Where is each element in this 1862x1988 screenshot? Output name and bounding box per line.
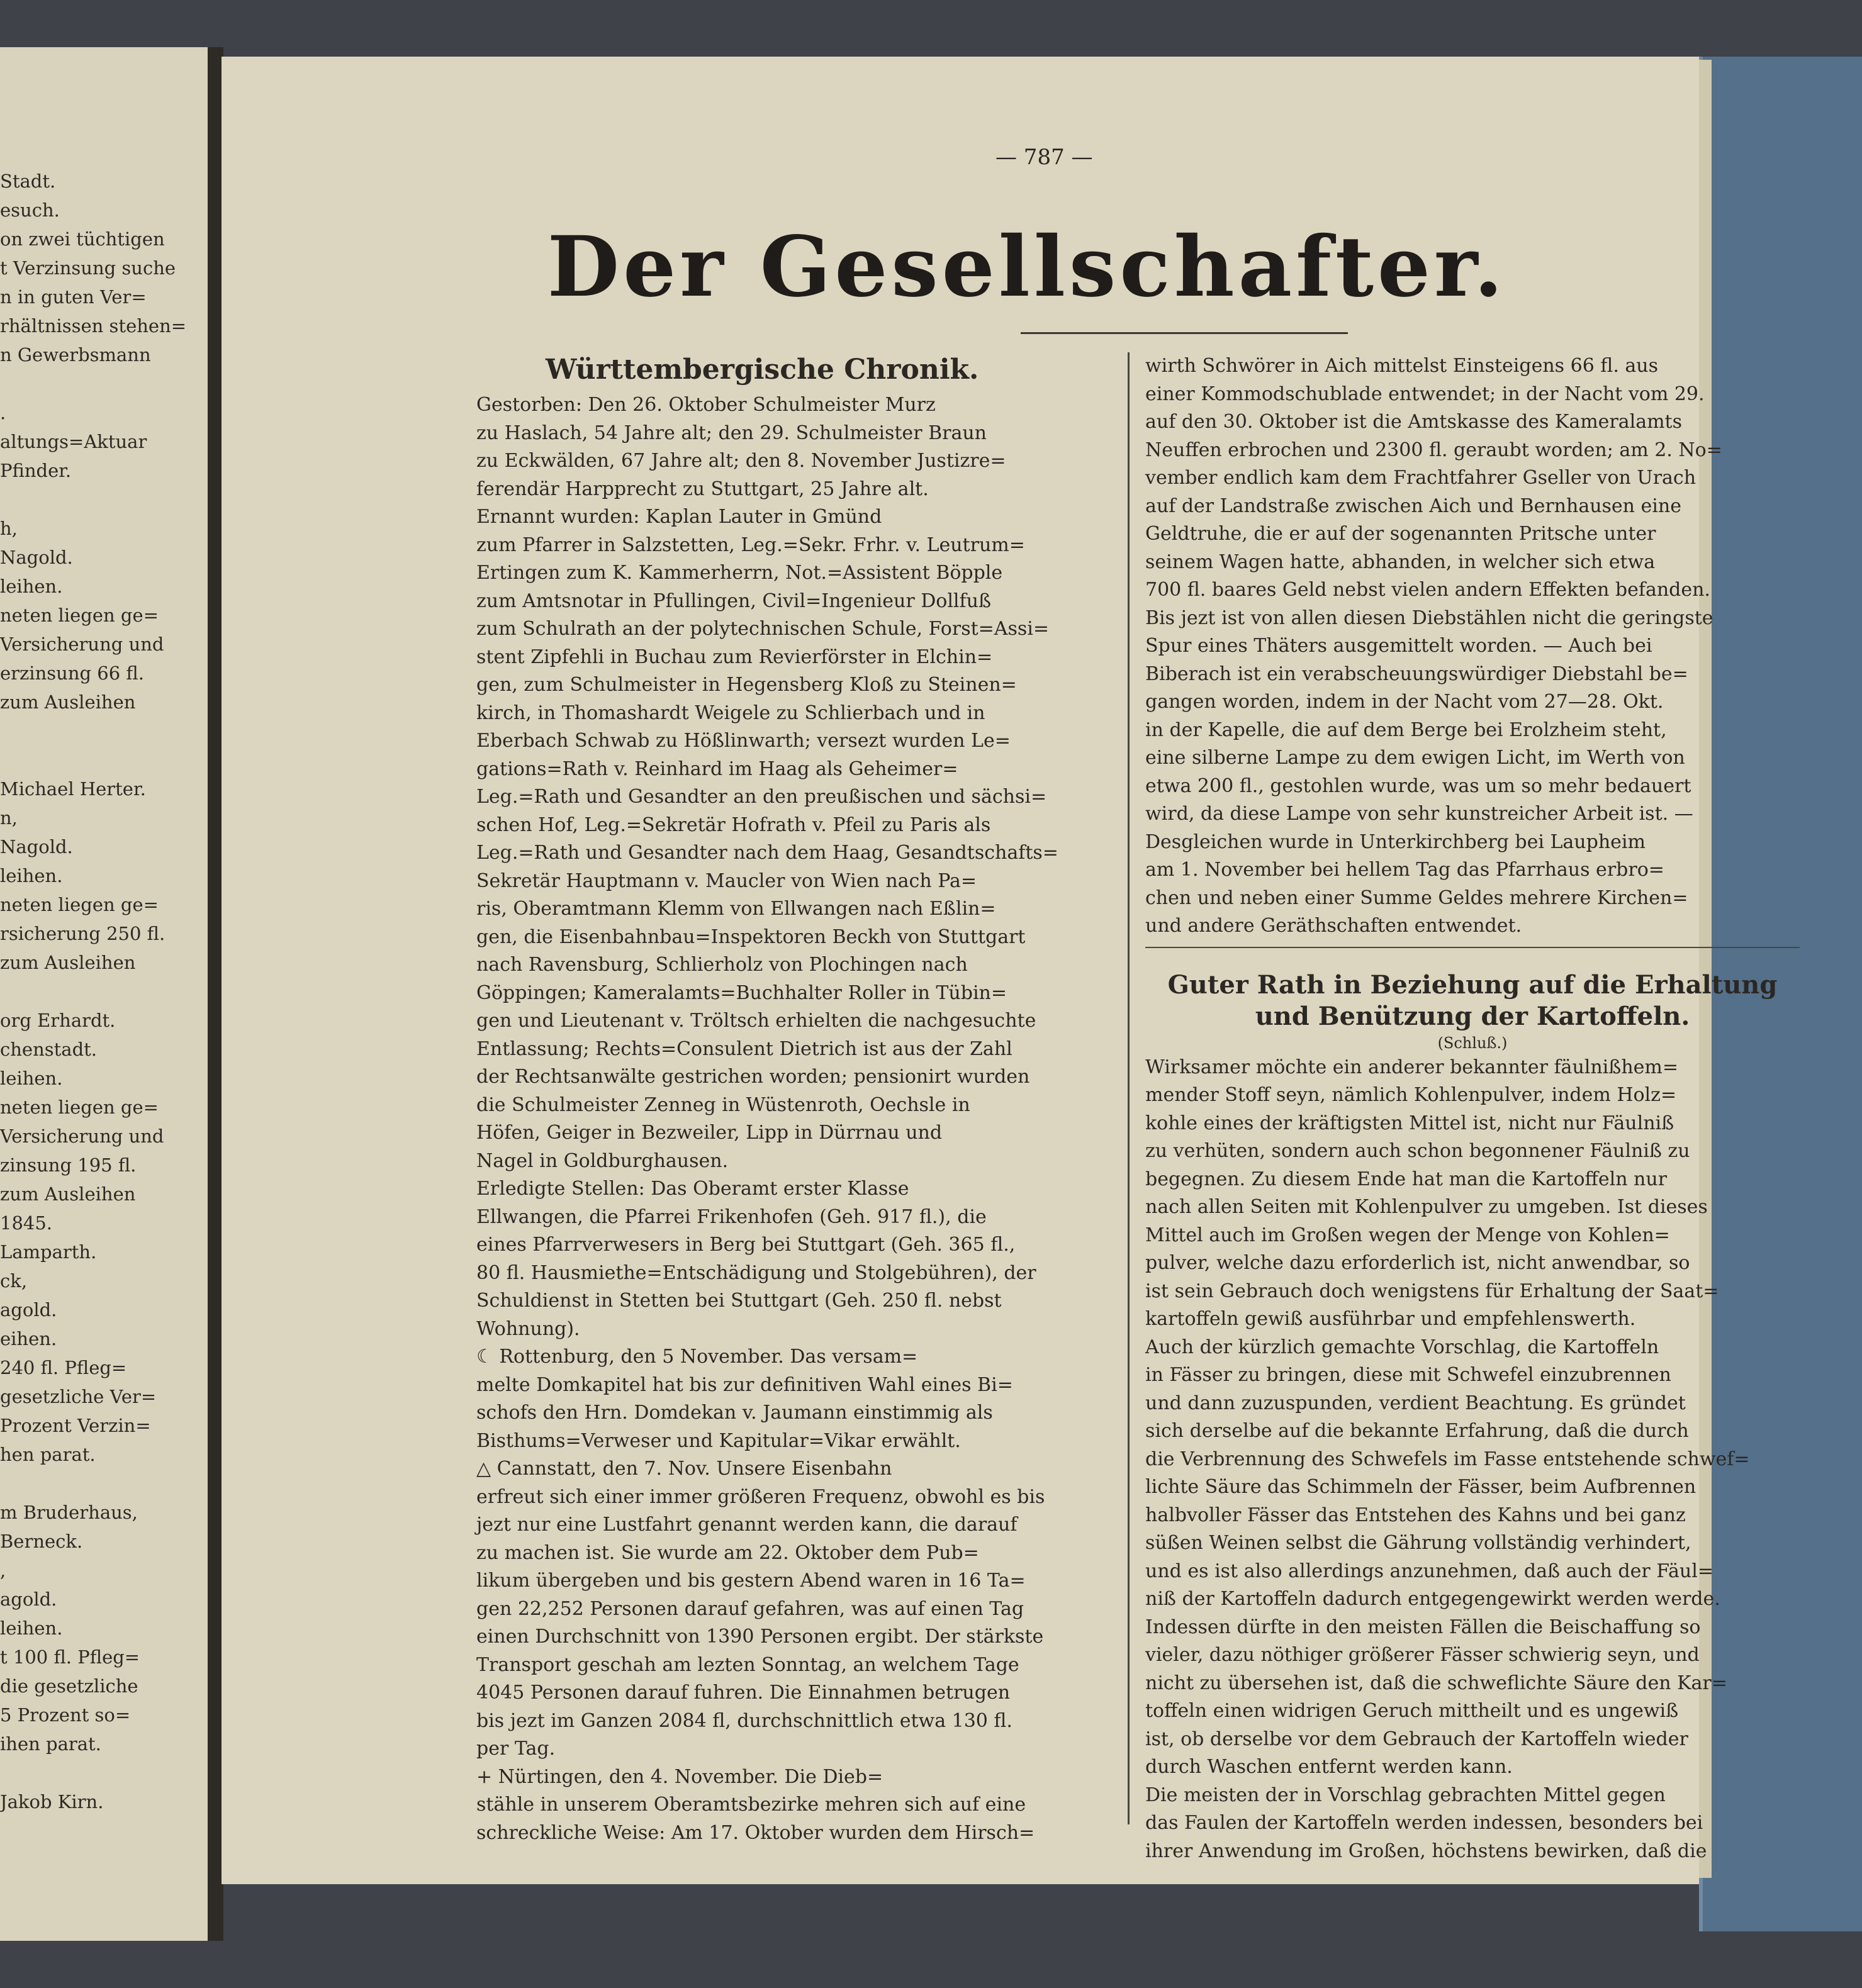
left-page-line: gesetzliche Ver=	[0, 1386, 157, 1407]
text-line: chen und neben einer Summe Geldes mehrere Kirchen=	[1145, 886, 1688, 909]
left-page-line: n Gewerbsmann	[0, 344, 151, 366]
text-line: in Fässer zu bringen, diese mit Schwefel einzubrennen	[1145, 1364, 1671, 1386]
left-page-line: leihen.	[0, 865, 63, 886]
left-page-line: org Erhardt.	[0, 1010, 116, 1031]
left-page-line: Stadt.	[0, 170, 56, 192]
text-line: Bisthums=Verweser und Kapitular=Vikar erwählt.	[476, 1429, 961, 1452]
text-line: auf den 30. Oktober ist die Amtskasse des Kameralamts	[1145, 411, 1683, 433]
text-line: pulver, welche dazu erforderlich ist, nicht anwendbar, so	[1145, 1252, 1690, 1274]
text-line: eine silberne Lampe zu dem ewigen Licht, im Werth von	[1145, 747, 1685, 769]
text-line: in der Kapelle, die auf dem Berge bei Erolzheim steht,	[1145, 718, 1667, 741]
left-page-line: zinsung 195 fl.	[0, 1154, 137, 1176]
text-line: Ertingen zum K. Kammerherrn, Not.=Assistent Böpple	[476, 562, 1003, 584]
left-page-line: zum Ausleihen	[0, 1183, 136, 1205]
left-page-line: .	[0, 402, 6, 423]
article-separator	[1145, 947, 1800, 948]
left-page-line: rhältnissen stehen=	[0, 315, 187, 337]
left-page-line: Nagold.	[0, 547, 73, 568]
left-page-line: agold.	[0, 1589, 57, 1610]
text-line: Erledigte Stellen: Das Oberamt erster Klasse	[476, 1178, 909, 1200]
text-line: und dann zuzuspunden, verdient Beachtung. Es gründet	[1145, 1392, 1686, 1414]
text-line: △ Cannstatt, den 7. Nov. Unsere Eisenbahn	[476, 1458, 892, 1480]
text-line: schreckliche Weise: Am 17. Oktober wurden dem Hirsch=	[476, 1821, 1035, 1844]
text-line: kartoffeln gewiß ausführbar und empfehlenswerth.	[1145, 1308, 1636, 1330]
text-line: mender Stoff seyn, nämlich Kohlenpulver, indem Holz=	[1145, 1084, 1677, 1106]
text-line: nach Ravensburg, Schlierholz von Plochingen nach	[476, 954, 968, 976]
text-line: gen 22,252 Personen darauf gefahren, was auf einen Tag	[476, 1597, 1024, 1620]
text-line: Eberbach Schwab zu Hößlinwarth; versezt wurden Le=	[476, 730, 1011, 752]
left-page-line: Versicherung und	[0, 634, 164, 655]
text-line: Leg.=Rath und Gesandter an den preußischen und sächsi=	[476, 786, 1047, 808]
text-line: + Nürtingen, den 4. November. Die Dieb=	[476, 1765, 883, 1788]
text-line: Auch der kürzlich gemachte Vorschlag, die Kartoffeln	[1145, 1336, 1659, 1358]
left-page-line: leihen.	[0, 1617, 63, 1639]
text-line: einer Kommodschublade entwendet; in der Nacht vom 29.	[1145, 383, 1705, 405]
text-line: einen Durchschnitt von 1390 Personen ergibt. Der stärkste	[476, 1626, 1044, 1648]
text-line: begegnen. Zu diesem Ende hat man die Kartoffeln nur	[1145, 1168, 1668, 1190]
text-line: wird, da diese Lampe von sehr kunstreicher Arbeit ist. —	[1145, 803, 1693, 825]
text-line: erfreut sich einer immer größeren Frequenz, obwohl es bis	[476, 1485, 1045, 1508]
text-line: 4045 Personen darauf fuhren. Die Einnahmen betrugen	[476, 1682, 1011, 1704]
text-line: Biberach ist ein verabscheuungswürdiger Diebstahl be=	[1145, 662, 1688, 685]
text-line: zu machen ist. Sie wurde am 22. Oktober dem Pub=	[476, 1541, 979, 1564]
left-page-line: Jakob Kirn.	[0, 1791, 104, 1812]
text-line: gangen worden, indem in der Nacht vom 27—28. Okt.	[1145, 691, 1664, 713]
left-page-line: on zwei tüchtigen	[0, 228, 165, 250]
left-page-line: Versicherung und	[0, 1125, 164, 1147]
text-line: das Faulen der Kartoffeln werden indessen, besonders bei	[1145, 1812, 1703, 1834]
left-page-line: esuch.	[0, 199, 60, 221]
text-line: jezt nur eine Lustfahrt genannt werden kann, die darauf	[476, 1514, 1018, 1536]
text-line: lichte Säure das Schimmeln der Fässer, beim Aufbrennen	[1145, 1476, 1697, 1498]
text-line: vember endlich kam dem Frachtfahrer Gseller von Urach	[1145, 467, 1697, 489]
text-line: Transport geschah am lezten Sonntag, an welchem Tage	[476, 1653, 1019, 1676]
left-page-line: m Bruderhaus,	[0, 1502, 138, 1523]
text-line: auf der Landstraße zwischen Aich und Bernhausen eine	[1145, 494, 1681, 517]
left-page-line: Nagold.	[0, 836, 73, 857]
text-line: gations=Rath v. Reinhard im Haag als Geheimer=	[476, 757, 958, 780]
text-line: die Verbrennung des Schwefels im Fasse entstehende schwef=	[1145, 1448, 1750, 1470]
text-line: 700 fl. baares Geld nebst vielen andern Effekten befanden.	[1145, 579, 1710, 601]
text-line: Leg.=Rath und Gesandter nach dem Haag, Gesandtschafts=	[476, 842, 1058, 864]
text-line: ist, ob derselbe vor dem Gebrauch der Kartoffeln wieder	[1145, 1728, 1688, 1750]
left-page	[0, 47, 217, 1941]
left-page-line: neten liegen ge=	[0, 605, 159, 626]
left-page-line: 1845.	[0, 1212, 53, 1234]
left-page-text	[0, 167, 208, 1816]
text-line: etwa 200 fl., gestohlen wurde, was um so mehr bedauert	[1145, 774, 1691, 797]
text-line: durch Waschen entfernt werden kann.	[1145, 1756, 1513, 1778]
text-line: Schuldienst in Stetten bei Stuttgart (Geh. 250 fl. nebst	[476, 1290, 1002, 1312]
left-page-line: Berneck.	[0, 1531, 83, 1552]
text-line: gen und Lieutenant v. Tröltsch erhielten die nachgesuchte	[476, 1010, 1036, 1032]
right-page	[222, 57, 1778, 1884]
text-line: stent Zipfehli in Buchau zum Revierförster in Elchin=	[476, 645, 993, 668]
text-line: Ernannt wurden: Kaplan Lauter in Gmünd	[476, 506, 882, 528]
text-line: Mittel auch im Großen wegen der Menge von Kohlen=	[1145, 1224, 1670, 1246]
right-column	[1145, 352, 1800, 1865]
text-line: nach allen Seiten mit Kohlenpulver zu umgeben. Ist dieses	[1145, 1196, 1708, 1218]
text-line: bis jezt im Ganzen 2084 fl, durchschnittlich etwa 130 fl.	[476, 1709, 1012, 1732]
left-page-line: ck,	[0, 1270, 28, 1292]
text-line: Gestorben: Den 26. Oktober Schulmeister Murz	[476, 394, 936, 416]
text-line: Spur eines Thäters ausgemittelt worden. — Auch bei	[1145, 635, 1652, 657]
text-line: wirth Schwörer in Aich mittelst Einsteigens 66 fl. aus	[1145, 355, 1658, 377]
left-page-line: rsicherung 250 fl.	[0, 923, 165, 944]
left-page-line: leihen.	[0, 1068, 63, 1089]
text-line: Entlassung; Rechts=Consulent Dietrich ist aus der Zahl	[476, 1037, 1012, 1060]
left-page-line	[0, 485, 208, 514]
article-heading-line-1: Guter Rath in Beziehung auf die Erhaltung	[1167, 969, 1778, 1000]
left-page-line: Michael Herter.	[0, 778, 146, 800]
text-line: kirch, in Thomashardt Weigele zu Schlierbach und in	[476, 701, 985, 724]
page-number: — 787 —	[995, 145, 1093, 170]
text-line: ris, Oberamtmann Klemm von Ellwangen nach Eßlin=	[476, 898, 996, 920]
text-line: Neuffen erbrochen und 2300 fl. geraubt worden; am 2. No=	[1145, 438, 1722, 461]
text-line: 80 fl. Hausmiethe=Entschädigung und Stolgebühren), der	[476, 1261, 1036, 1284]
text-line: ihrer Anwendung im Großen, höchstens bewirken, daß die	[1145, 1840, 1707, 1862]
left-page-line: ihen parat.	[0, 1733, 101, 1755]
left-page-line: Pfinder.	[0, 460, 72, 481]
text-line: kohle eines der kräftigsten Mittel ist, nicht nur Fäulniß	[1145, 1112, 1674, 1134]
text-line: melte Domkapitel hat bis zur definitiven Wahl eines Bi=	[476, 1373, 1013, 1396]
text-line: schen Hof, Leg.=Sekretär Hofrath v. Pfeil zu Paris als	[476, 813, 991, 836]
left-page-line: chenstadt.	[0, 1039, 98, 1060]
left-page-line: eihen.	[0, 1328, 57, 1349]
text-line: vieler, dazu nöthiger größerer Fässer schwierig seyn, und	[1145, 1644, 1700, 1666]
text-line: die Schulmeister Zenneg in Wüstenroth, Oechsle in	[476, 1093, 970, 1116]
left-page-line: leihen.	[0, 576, 63, 597]
left-page-line: erzinsung 66 fl.	[0, 662, 144, 684]
text-line: Göppingen; Kameralamts=Buchhalter Roller in Tübin=	[476, 981, 1007, 1004]
text-line: schofs den Hrn. Domdekan v. Jaumann einstimmig als	[476, 1402, 993, 1424]
article-heading-line-2: und Benützung der Kartoffeln.	[1255, 1001, 1690, 1031]
text-line: und es ist also allerdings anzunehmen, daß auch der Fäul=	[1145, 1560, 1713, 1582]
chronicle-heading: Württembergische Chronik.	[546, 354, 979, 386]
left-page-line: 240 fl. Pfleg=	[0, 1357, 127, 1378]
text-line: am 1. November bei hellem Tag das Pfarrhaus erbro=	[1145, 859, 1664, 881]
left-page-line: die gesetzliche	[0, 1675, 138, 1697]
left-column	[476, 352, 1121, 1847]
text-line: ☾ Rottenburg, den 5 November. Das versam=	[476, 1346, 918, 1368]
text-line: per Tag.	[476, 1738, 556, 1760]
left-page-line: zum Ausleihen	[0, 952, 136, 973]
text-line: und andere Geräthschaften entwendet.	[1145, 915, 1522, 937]
text-line: toffeln einen widrigen Geruch mittheilt und es ungewiß	[1145, 1700, 1679, 1722]
text-line: gen, zum Schulmeister in Hegensberg Kloß zu Steinen=	[476, 674, 1017, 696]
text-line: zum Pfarrer in Salzstetten, Leg.=Sekr. Frhr. v. Leutrum=	[476, 533, 1025, 556]
text-line: ist sein Gebrauch doch wenigstens für Erhaltung der Saat=	[1145, 1280, 1719, 1302]
text-line: sich derselbe auf die bekannte Erfahrung, daß die durch	[1145, 1420, 1689, 1442]
left-page-line: t Verzinsung suche	[0, 257, 176, 279]
text-line: Wirksamer möchte ein anderer bekannter fäulnißhem=	[1145, 1056, 1678, 1078]
column-divider	[1128, 352, 1130, 1824]
left-page-line	[0, 977, 208, 1006]
left-page-line	[0, 1469, 208, 1498]
left-page-line: agold.	[0, 1299, 57, 1321]
text-line: likum übergeben und bis gestern Abend waren in 16 Ta=	[476, 1570, 1026, 1592]
left-page-line: n,	[0, 807, 18, 829]
left-page-line: neten liegen ge=	[0, 1097, 159, 1118]
left-page-line: hen parat.	[0, 1444, 96, 1465]
text-line: stähle in unserem Oberamtsbezirke mehren sich auf eine	[476, 1794, 1026, 1816]
left-page-line: h,	[0, 518, 18, 539]
article-note: (Schluß.)	[1437, 1034, 1508, 1052]
text-line: Höfen, Geiger in Bezweiler, Lipp in Dürrnau und	[476, 1122, 943, 1144]
left-page-line: t 100 fl. Pfleg=	[0, 1646, 140, 1668]
text-line: zu verhüten, sondern auch schon begonnener Fäulniß zu	[1145, 1140, 1690, 1162]
left-page-line: zum Ausleihen	[0, 691, 136, 713]
text-line: Geldtruhe, die er auf der sogenannten Pritsche unter	[1145, 523, 1656, 545]
text-line: Die meisten der in Vorschlag gebrachten Mittel gegen	[1145, 1784, 1666, 1806]
text-line: Desgleichen wurde in Unterkirchberg bei Laupheim	[1145, 830, 1646, 853]
left-page-line: Lamparth.	[0, 1241, 97, 1263]
left-page-line: ,	[0, 1560, 6, 1581]
left-page-line	[0, 746, 208, 774]
newspaper-masthead: Der Gesellschafter.	[547, 218, 1507, 316]
text-line: zu Eckwälden, 67 Jahre alt; den 8. November Justizre=	[476, 450, 1006, 472]
text-line: Nagel in Goldburghausen.	[476, 1149, 729, 1172]
left-page-line	[0, 1758, 208, 1787]
text-line: zu Haslach, 54 Jahre alt; den 29. Schulmeister Braun	[476, 422, 987, 444]
text-line: Bis jezt ist von allen diesen Diebstählen nicht die geringste	[1145, 606, 1713, 629]
left-page-line: altungs=Aktuar	[0, 431, 147, 452]
text-line: ferendär Harpprecht zu Stuttgart, 25 Jahre alt.	[476, 477, 929, 500]
text-line: halbvoller Fässer das Entstehen des Kahns und bei ganz	[1145, 1504, 1686, 1526]
left-page-line: Prozent Verzin=	[0, 1415, 151, 1436]
text-line: eines Pfarrverwesers in Berg bei Stuttgart (Geh. 365 fl.,	[476, 1234, 1016, 1256]
text-line: Wohnung).	[476, 1317, 580, 1340]
text-line: Ellwangen, die Pfarrei Frikenhofen (Geh. 917 fl.), die	[476, 1205, 987, 1228]
text-line: zum Schulrath an der polytechnischen Schule, Forst=Assi=	[476, 618, 1049, 640]
text-line: Sekretär Hauptmann v. Maucler von Wien nach Pa=	[476, 869, 977, 892]
left-page-line: neten liegen ge=	[0, 894, 159, 915]
text-line: seinem Wagen hatte, abhanden, in welcher sich etwa	[1145, 550, 1656, 573]
text-line: süßen Weinen selbst die Gährung vollständig verhindert,	[1145, 1532, 1691, 1554]
text-line: nicht zu übersehen ist, daß die schweflichte Säure den Kar=	[1145, 1672, 1727, 1694]
text-line: Indessen dürfte in den meisten Fällen die Beischaffung so	[1145, 1616, 1701, 1638]
text-line: niß der Kartoffeln dadurch entgegengewirkt werden werde.	[1145, 1588, 1720, 1610]
text-line: der Rechtsanwälte gestrichen worden; pensionirt wurden	[476, 1066, 1030, 1088]
article-text	[1145, 1054, 1800, 1866]
left-page-line: n in guten Ver=	[0, 286, 147, 308]
left-page-line	[0, 717, 208, 746]
text-line: gen, die Eisenbahnbau=Inspektoren Beckh von Stuttgart	[476, 925, 1026, 948]
chronicle-continuation	[1145, 352, 1800, 941]
text-line: zum Amtsnotar in Pfullingen, Civil=Ingenieur Dollfuß	[476, 589, 991, 612]
masthead-rule	[1021, 332, 1348, 334]
chronicle-text	[476, 391, 1121, 1847]
left-page-line	[0, 369, 208, 398]
left-page-line: 5 Prozent so=	[0, 1704, 131, 1726]
